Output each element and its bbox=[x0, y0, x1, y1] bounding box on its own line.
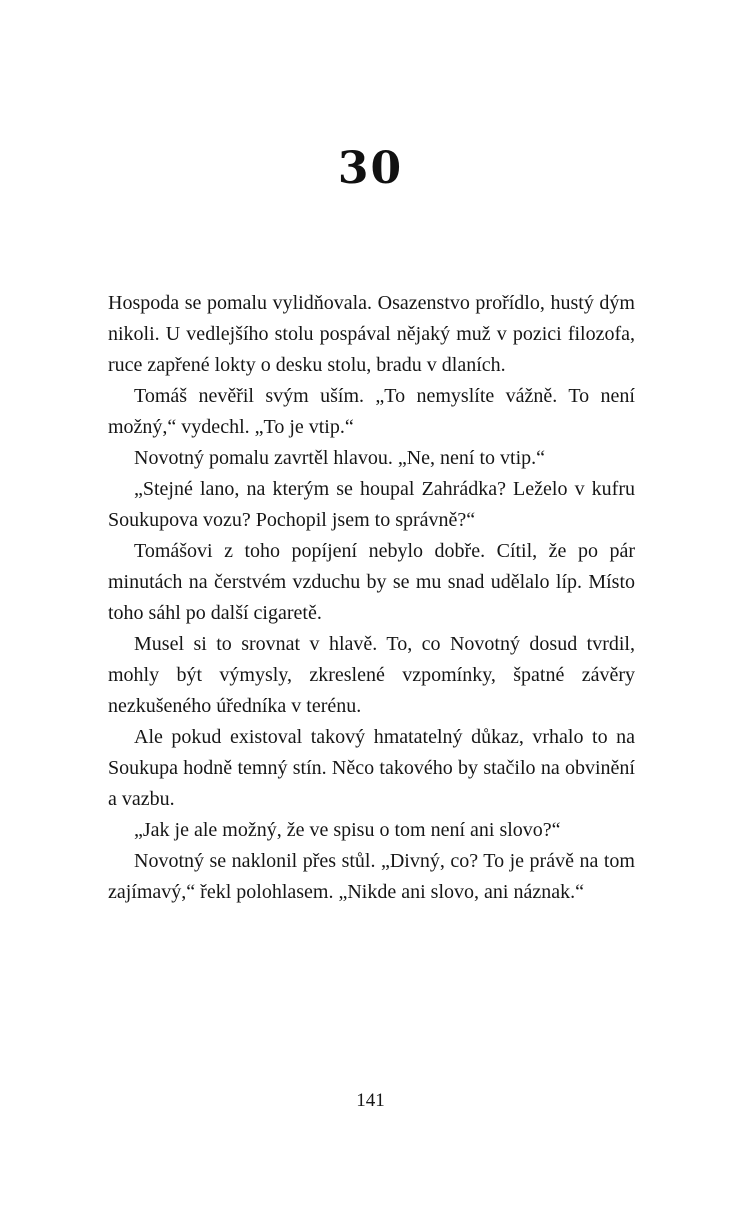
paragraph: Ale pokud existoval takový hmatatelný důkaz, vrhalo to na Soukupa hodně temný stín. Něco takového by stačilo na obvinění a vazbu. bbox=[108, 726, 635, 810]
paragraph: Hospoda se pomalu vylidňovala. Osazenstvo prořídlo, hustý dým nikoli. U vedlejšího stolu pospával nějaký muž v pozici filozofa, ruce zapřené lokty o desku stolu, bradu v dlaních. bbox=[108, 292, 635, 376]
paragraph: Tomášovi z toho popíjení nebylo dobře. Cítil, že po pár minutách na čerstvém vzduchu by se mu snad udělalo líp. Místo toho sáhl po další cigaretě. bbox=[108, 540, 635, 624]
paragraph: Musel si to srovnat v hlavě. To, co Novotný dosud tvrdil, mohly být výmysly, zkreslené vzpomínky, špatné závěry nezkušeného úředníka v terénu. bbox=[108, 633, 635, 717]
body-text-block bbox=[108, 288, 635, 908]
paragraph: „Stejné lano, na kterým se houpal Zahrádka? Leželo v kufru Soukupova vozu? Pochopil jsem to správně?“ bbox=[108, 478, 635, 531]
paragraph: Novotný pomalu zavrtěl hlavou. „Ne, není to vtip.“ bbox=[134, 447, 546, 469]
chapter-number: 30 bbox=[337, 143, 404, 194]
page-number: 141 bbox=[356, 1090, 385, 1111]
paragraph: Tomáš nevěřil svým uším. „To nemyslíte vážně. To není možný,“ vydechl. „To je vtip.“ bbox=[108, 385, 635, 438]
paragraph: Novotný se naklonil přes stůl. „Divný, co? To je právě na tom zajímavý,“ řekl polohlasem. „Nikde ani slovo, ani náznak.“ bbox=[108, 850, 635, 903]
paragraph: „Jak je ale možný, že ve spisu o tom není ani slovo?“ bbox=[134, 819, 561, 841]
